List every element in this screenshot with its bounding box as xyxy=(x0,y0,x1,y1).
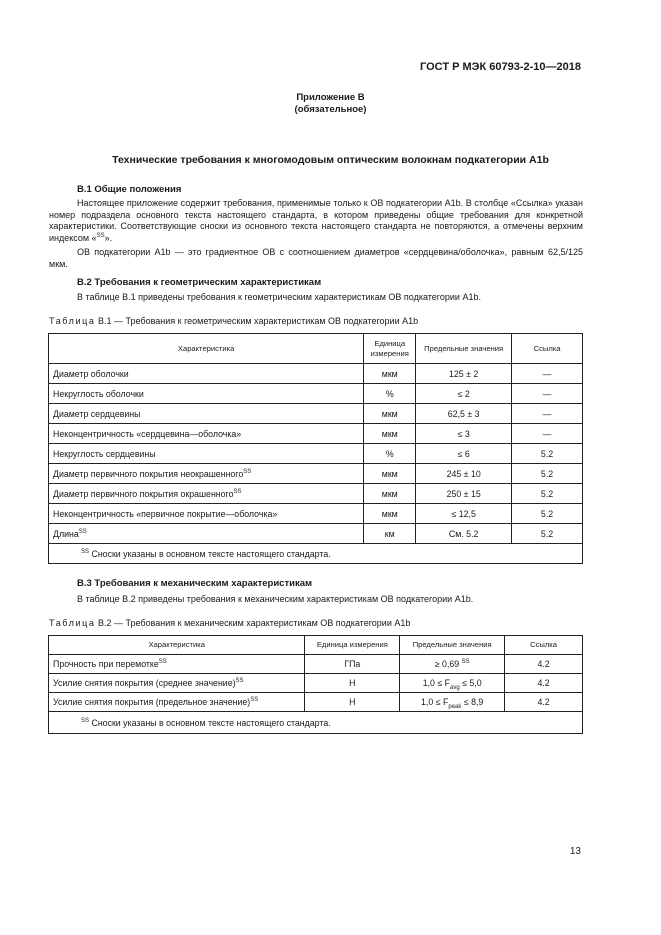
cell-limit: 250 ± 15 xyxy=(416,484,512,504)
cell-characteristic xyxy=(49,404,364,424)
limit-text: ≥ 0,69 xyxy=(434,659,462,669)
cell-characteristic xyxy=(49,364,364,384)
cell-unit: мкм xyxy=(364,424,416,444)
section-b2-paragraph xyxy=(49,292,583,304)
b1-p1-end: ». xyxy=(104,233,113,244)
table1-header-unit: Единица измерения xyxy=(364,334,416,364)
note-text: Сноски указаны в основном тексте настоящего стандарта. xyxy=(89,717,331,728)
cell-characteristic xyxy=(49,484,364,504)
b1-p1-text: Настоящее приложение содержит требования, применимые только к ОВ подкатегории А1b. В столбце «Ссылка» указан номер подраздела основного текста настоящего стандарта, в котором приведены общие требования для конкретной характеристики. Соответствующие сноски из основного текста настоящего стандарта не повторяются, а отмечены верхним индексом « xyxy=(49,198,583,244)
limit-subscript: avg xyxy=(450,684,460,691)
limit-text-end: ≤ 8,9 xyxy=(461,697,484,707)
table2-body xyxy=(49,655,583,734)
cell-limit xyxy=(400,693,505,712)
footnote-mark: SS xyxy=(158,659,167,666)
section-b2-heading: В.2 Требования к геометрическим характеристикам xyxy=(77,277,322,288)
table-row xyxy=(49,464,583,484)
b3-p1-text: В таблице В.2 приведены требования к механическим характеристикам ОВ подкатегории А1b. xyxy=(77,594,474,604)
table-row xyxy=(49,384,583,404)
cell-unit: % xyxy=(364,384,416,404)
cell-ref: 4.2 xyxy=(505,655,583,674)
table2-header-characteristic: Характеристика xyxy=(49,636,305,655)
table1-body xyxy=(49,364,583,564)
footnote-mark: SS xyxy=(235,678,244,685)
table1-note xyxy=(49,544,583,564)
characteristic-text: Неконцентричность «первичное покрытие—оболочка» xyxy=(53,508,278,519)
table-row xyxy=(49,364,583,384)
table-row xyxy=(49,424,583,444)
section-b3-heading: В.3 Требования к механическим характеристикам xyxy=(77,578,313,589)
cell-ref: 5.2 xyxy=(512,504,583,524)
note-text: Сноски указаны в основном тексте настоящего стандарта. xyxy=(89,548,331,559)
cell-unit: мкм xyxy=(364,364,416,384)
cell-characteristic xyxy=(49,424,364,444)
cell-ref: — xyxy=(512,424,583,444)
cell-ref: — xyxy=(512,404,583,424)
cell-limit: ≤ 6 xyxy=(416,444,512,464)
table-row xyxy=(49,655,583,674)
b1-p2-text: ОВ подкатегории А1b — это градиентное ОВ с соотношением диаметров «сердцевина/оболочка», равным 62,5/125 мкм. xyxy=(49,247,583,269)
footnote-mark: SS xyxy=(78,528,87,535)
cell-limit: 245 ± 10 xyxy=(416,464,512,484)
characteristic-text: Усилие снятия покрытия (среднее значение) xyxy=(53,678,236,688)
cell-characteristic xyxy=(49,464,364,484)
section-b1-paragraph-1 xyxy=(49,198,583,245)
cell-ref: 5.2 xyxy=(512,464,583,484)
cell-limit: 62,5 ± 3 xyxy=(416,404,512,424)
note-mark: SS xyxy=(81,548,90,555)
characteristic-text: Прочность при перемотке xyxy=(53,659,159,669)
cell-unit: Н xyxy=(305,674,400,693)
table2-caption-text: В.2 — Требования к механическим характеристикам ОВ подкатегории А1b xyxy=(95,618,411,628)
cell-characteristic xyxy=(49,674,305,693)
table2-caption xyxy=(49,618,410,628)
cell-characteristic xyxy=(49,504,364,524)
table2-header-unit: Единица измерения xyxy=(305,636,400,655)
section-b3-paragraph xyxy=(49,594,583,606)
cell-unit: ГПа xyxy=(305,655,400,674)
table-row xyxy=(49,693,583,712)
table-row xyxy=(49,674,583,693)
cell-limit xyxy=(400,655,505,674)
characteristic-text: Диаметр первичного покрытия неокрашенного xyxy=(53,468,244,479)
limit-text: 1,0 ≤ F xyxy=(421,697,449,707)
table1-header-limit: Предельные значения xyxy=(416,334,512,364)
table1-caption xyxy=(49,316,418,326)
footnote-mark: SS xyxy=(250,697,259,704)
footnote-mark: SS xyxy=(243,468,252,475)
cell-unit: мкм xyxy=(364,464,416,484)
footnote-mark: SS xyxy=(233,488,242,495)
cell-characteristic xyxy=(49,444,364,464)
section-b1-heading: В.1 Общие положения xyxy=(77,184,182,195)
table-row xyxy=(49,504,583,524)
cell-limit xyxy=(400,674,505,693)
cell-unit: % xyxy=(364,444,416,464)
annex-title: Приложение В xyxy=(296,92,365,103)
page-number: 13 xyxy=(569,846,581,857)
characteristic-text: Диаметр оболочки xyxy=(53,368,129,379)
table2-header-ref: Ссылка xyxy=(505,636,583,655)
cell-ref: 5.2 xyxy=(512,484,583,504)
limit-subscript: peak xyxy=(448,703,462,710)
document-title: Технические требования к многомодовым оптическим волокнам подкатегории А1b xyxy=(112,154,549,166)
mechanical-requirements-table xyxy=(48,635,583,734)
characteristic-text: Неконцентричность «сердцевина—оболочка» xyxy=(53,428,242,439)
table1-header-characteristic: Характеристика xyxy=(49,334,364,364)
document-header: ГОСТ Р МЭК 60793-2-10—2018 xyxy=(420,61,581,73)
section-b1-paragraph-2 xyxy=(49,247,583,270)
characteristic-text: Некруглость оболочки xyxy=(53,388,144,399)
annex-heading xyxy=(0,92,661,116)
cell-ref: 4.2 xyxy=(505,693,583,712)
cell-limit: См. 5.2 xyxy=(416,524,512,544)
table-row xyxy=(49,444,583,464)
table1-caption-text: В.1 — Требования к геометрическим характеристикам ОВ подкатегории А1b xyxy=(95,316,419,326)
table1-caption-prefix: Таблица xyxy=(49,316,96,326)
cell-limit: 125 ± 2 xyxy=(416,364,512,384)
cell-unit: мкм xyxy=(364,404,416,424)
cell-characteristic xyxy=(49,524,364,544)
table-note-row xyxy=(49,712,583,734)
table1-header-ref: Ссылка xyxy=(512,334,583,364)
cell-ref: 5.2 xyxy=(512,524,583,544)
table-row xyxy=(49,524,583,544)
characteristic-text: Диаметр первичного покрытия окрашенного xyxy=(53,488,234,499)
characteristic-text: Диаметр сердцевины xyxy=(53,408,141,419)
characteristic-text: Усилие снятия покрытия (предельное значение) xyxy=(53,697,251,707)
table-row xyxy=(49,404,583,424)
table2-note xyxy=(49,712,583,734)
table2-caption-prefix: Таблица xyxy=(49,618,96,628)
cell-ref: 4.2 xyxy=(505,674,583,693)
cell-limit: ≤ 2 xyxy=(416,384,512,404)
characteristic-text: Некруглость сердцевины xyxy=(53,448,156,459)
cell-limit: ≤ 3 xyxy=(416,424,512,444)
cell-unit: км xyxy=(364,524,416,544)
limit-text-end: ≤ 5,0 xyxy=(459,678,482,688)
cell-limit: ≤ 12,5 xyxy=(416,504,512,524)
cell-characteristic xyxy=(49,655,305,674)
table-row xyxy=(49,484,583,504)
cell-unit: мкм xyxy=(364,504,416,524)
annex-status: (обязательное) xyxy=(294,104,367,115)
geometric-requirements-table xyxy=(48,333,583,564)
characteristic-text: Длина xyxy=(53,528,79,539)
b1-p1-mark: SS xyxy=(96,233,105,240)
table2-header-limit: Предельные значения xyxy=(400,636,505,655)
cell-characteristic xyxy=(49,693,305,712)
limit-text: 1,0 ≤ F xyxy=(422,678,451,688)
table-note-row xyxy=(49,544,583,564)
cell-ref: — xyxy=(512,364,583,384)
cell-ref: — xyxy=(512,384,583,404)
cell-unit: мкм xyxy=(364,484,416,504)
limit-footnote-mark: SS xyxy=(461,659,470,666)
cell-ref: 5.2 xyxy=(512,444,583,464)
cell-unit: Н xyxy=(305,693,400,712)
cell-characteristic xyxy=(49,384,364,404)
b2-p1-text: В таблице В.1 приведены требования к геометрическим характеристикам ОВ подкатегории А1b. xyxy=(77,292,481,302)
note-mark: SS xyxy=(81,717,90,724)
